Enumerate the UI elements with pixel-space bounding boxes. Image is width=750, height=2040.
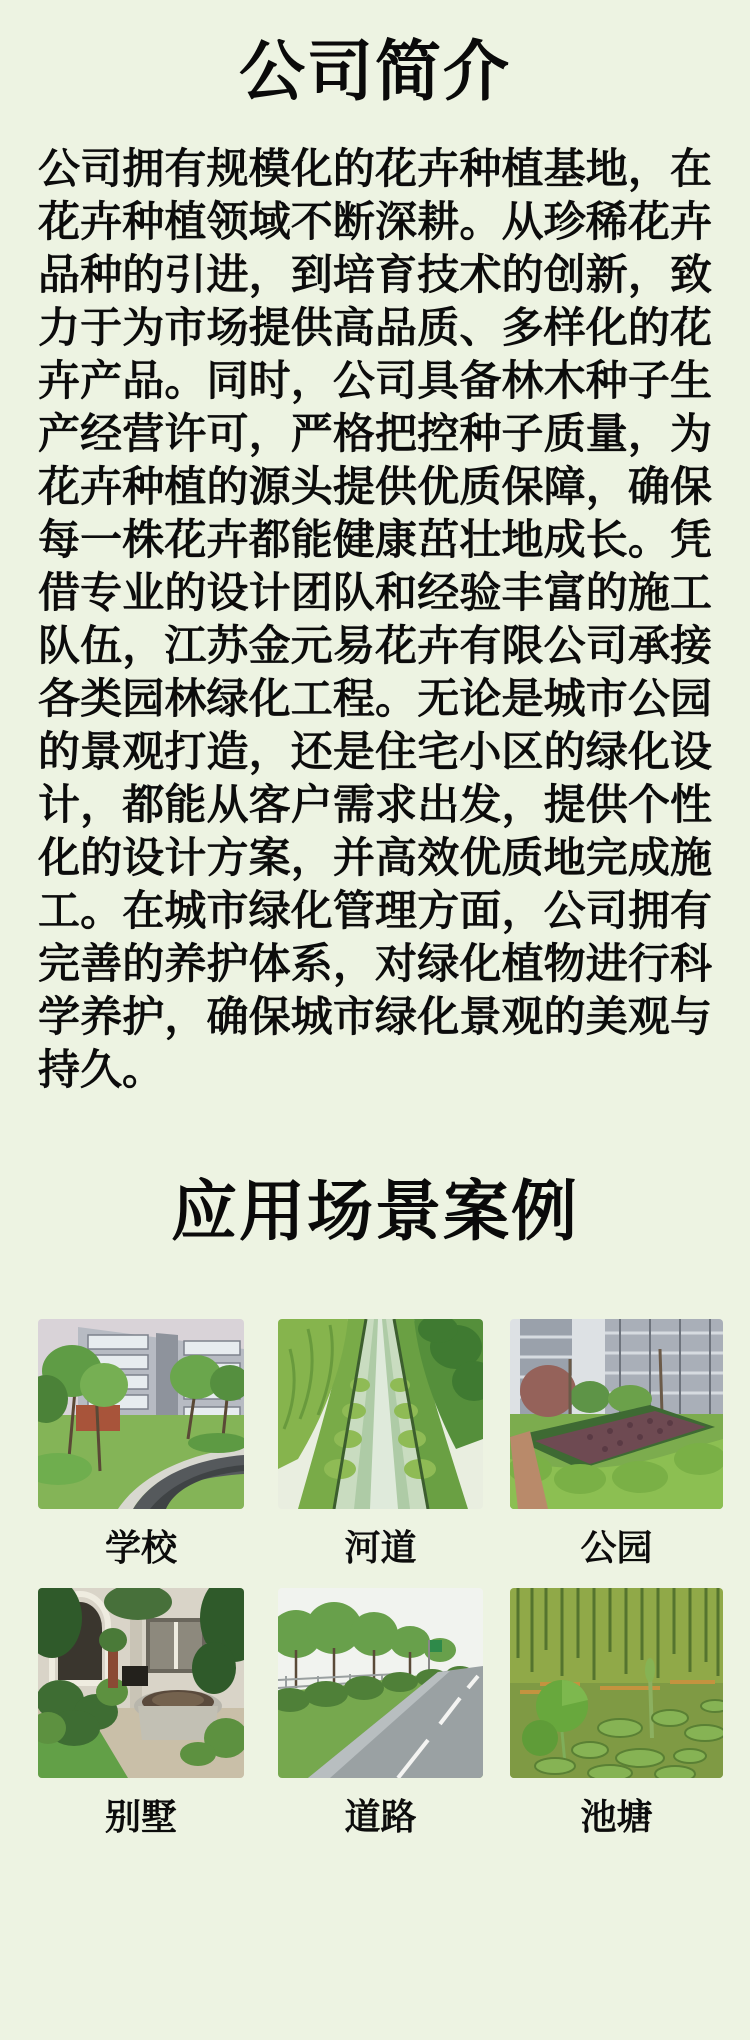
use-case-label-park: 公园 bbox=[580, 1527, 653, 1568]
use-cases-title: 应用场景案例 bbox=[171, 1176, 579, 1249]
use-case-cell-river bbox=[278, 1319, 483, 1566]
use-case-label-villa: 别墅 bbox=[104, 1796, 177, 1837]
roadside-greening-image bbox=[278, 1588, 483, 1778]
use-case-grid-row-2 bbox=[0, 1588, 750, 1835]
use-case-cell-road bbox=[278, 1588, 483, 1835]
lotus-pond-image bbox=[510, 1588, 723, 1778]
use-case-cell-pond bbox=[510, 1588, 723, 1835]
use-case-label-pond: 池塘 bbox=[580, 1796, 653, 1837]
villa-garden-image bbox=[38, 1588, 244, 1778]
use-case-label-road: 道路 bbox=[344, 1796, 417, 1837]
use-case-label-river: 河道 bbox=[344, 1527, 417, 1568]
company-profile-paragraph: 公司拥有规模化的花卉种植基地，在花卉种植领域不断深耕。从珍稀花卉品种的引进，到培育技术的创新，致力于为市场提供高品质、多样化的花卉产品。同时，公司具备林木种子生产经营许可，严格把控种子质量，为花卉种植的源头提供优质保障，确保每一株花卉都能健康茁壮地成长。凭借专业的设计团队和经验丰富的施工队伍，江苏金元易花卉有限公司承接各类园林绿化工程。无论是城市公园的景观打造，还是住宅小区的绿化设计，都能从客户需求出发，提供个性化的设计方案，并高效优质地完成施工。在城市绿化管理方面，公司拥有完善的养护体系，对绿化植物进行科学养护，确保城市绿化景观的美观与持久。 bbox=[38, 145, 712, 1093]
company-profile-title: 公司简介 bbox=[239, 36, 511, 109]
river-canal-image bbox=[278, 1319, 483, 1509]
school-garden-image bbox=[38, 1319, 244, 1509]
park-flowerbed-image bbox=[510, 1319, 723, 1509]
use-case-cell-school bbox=[38, 1319, 244, 1566]
use-case-cell-park bbox=[510, 1319, 723, 1566]
use-case-grid-row-1 bbox=[0, 1319, 750, 1566]
use-case-cell-villa bbox=[38, 1588, 244, 1835]
use-case-label-school: 学校 bbox=[104, 1527, 177, 1568]
